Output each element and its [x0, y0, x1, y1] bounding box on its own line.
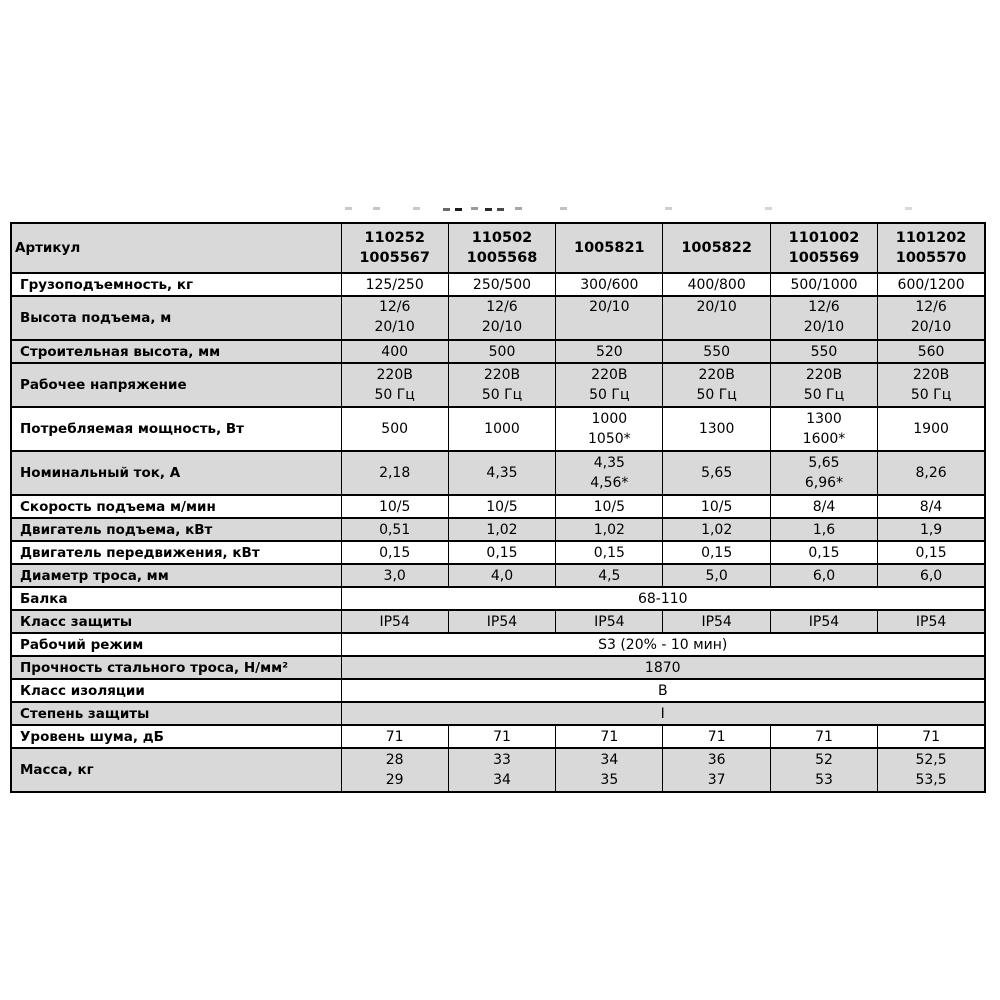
table-row [11, 564, 985, 587]
table-row [11, 679, 985, 702]
row-label: Высота подъема, м [11, 296, 341, 340]
row-label: Степень защиты [11, 702, 341, 725]
row-label: Строительная высота, мм [11, 340, 341, 363]
table-row [11, 702, 985, 725]
spec-value: 3,0 [341, 564, 448, 587]
spec-value: 220В 50 Гц [770, 363, 877, 407]
spec-value: IP54 [556, 610, 663, 633]
spec-value: IP54 [341, 610, 448, 633]
spec-value: 5,65 [663, 451, 770, 495]
spec-value-span: В [341, 679, 985, 702]
spec-value: 36 37 [663, 748, 770, 792]
spec-value: 10/5 [556, 495, 663, 518]
spec-value: 1300 [663, 407, 770, 451]
spec-value: 1,02 [556, 518, 663, 541]
spec-value: 220В 50 Гц [341, 363, 448, 407]
spec-value: 500 [448, 340, 555, 363]
spec-value: 71 [663, 725, 770, 748]
spec-value: 6,0 [770, 564, 877, 587]
spec-value: 560 [878, 340, 985, 363]
row-label: Двигатель подъема, кВт [11, 518, 341, 541]
column-header: 1005821 [556, 223, 663, 273]
row-label: Скорость подъема м/мин [11, 495, 341, 518]
table-row [11, 725, 985, 748]
spec-value: 8/4 [878, 495, 985, 518]
spec-value-span: 68-110 [341, 587, 985, 610]
spec-value: 2,18 [341, 451, 448, 495]
spec-value: IP54 [448, 610, 555, 633]
clipped-text-artifact [345, 205, 965, 213]
spec-table-body [11, 273, 985, 792]
row-label: Потребляемая мощность, Вт [11, 407, 341, 451]
row-label: Диаметр троса, мм [11, 564, 341, 587]
row-label: Двигатель передвижения, кВт [11, 541, 341, 564]
spec-value: 5,0 [663, 564, 770, 587]
corner-header-artikul: Артикул [11, 223, 341, 273]
spec-table [10, 222, 986, 793]
spec-value: 300/600 [556, 273, 663, 296]
spec-value: 1000 1050* [556, 407, 663, 451]
spec-value: 1,02 [448, 518, 555, 541]
spec-value: 71 [878, 725, 985, 748]
spec-value: 1,6 [770, 518, 877, 541]
spec-value: 10/5 [663, 495, 770, 518]
spec-value: 20/10 [556, 296, 663, 340]
column-header: 110502 1005568 [448, 223, 555, 273]
spec-value: 12/6 20/10 [448, 296, 555, 340]
spec-value: 220В 50 Гц [448, 363, 555, 407]
column-header: 1101002 1005569 [770, 223, 877, 273]
spec-value: 8,26 [878, 451, 985, 495]
table-row [11, 340, 985, 363]
spec-value: 1300 1600* [770, 407, 877, 451]
table-row [11, 633, 985, 656]
row-label: Грузоподъемность, кг [11, 273, 341, 296]
table-row [11, 495, 985, 518]
column-header: 1005822 [663, 223, 770, 273]
table-row [11, 656, 985, 679]
spec-value: 1,9 [878, 518, 985, 541]
table-row [11, 541, 985, 564]
spec-value: 0,15 [556, 541, 663, 564]
spec-value: 4,35 [448, 451, 555, 495]
table-row [11, 273, 985, 296]
spec-value: 4,0 [448, 564, 555, 587]
row-label: Масса, кг [11, 748, 341, 792]
row-label: Прочность стального троса, Н/мм² [11, 656, 341, 679]
spec-value: IP54 [878, 610, 985, 633]
spec-value-span: S3 (20% - 10 мин) [341, 633, 985, 656]
table-row [11, 518, 985, 541]
spec-value: 52,5 53,5 [878, 748, 985, 792]
spec-value: 28 29 [341, 748, 448, 792]
spec-value: 0,51 [341, 518, 448, 541]
spec-value-span: I [341, 702, 985, 725]
spec-value: 12/6 20/10 [341, 296, 448, 340]
table-row [11, 587, 985, 610]
spec-value: 400 [341, 340, 448, 363]
spec-value: 71 [448, 725, 555, 748]
spec-value: IP54 [770, 610, 877, 633]
row-label: Рабочее напряжение [11, 363, 341, 407]
spec-value: IP54 [663, 610, 770, 633]
spec-value: 1000 [448, 407, 555, 451]
row-label: Рабочий режим [11, 633, 341, 656]
spec-value: 10/5 [448, 495, 555, 518]
table-row [11, 451, 985, 495]
spec-value: 0,15 [878, 541, 985, 564]
table-row [11, 748, 985, 792]
table-row [11, 407, 985, 451]
spec-value: 10/5 [341, 495, 448, 518]
spec-value: 0,15 [448, 541, 555, 564]
spec-value: 5,65 6,96* [770, 451, 877, 495]
spec-value: 0,15 [341, 541, 448, 564]
row-label: Номинальный ток, А [11, 451, 341, 495]
spec-value: 4,5 [556, 564, 663, 587]
spec-value: 220В 50 Гц [556, 363, 663, 407]
spec-value: 520 [556, 340, 663, 363]
spec-value: 20/10 [663, 296, 770, 340]
spec-value: 0,15 [663, 541, 770, 564]
spec-value: 1,02 [663, 518, 770, 541]
spec-value: 8/4 [770, 495, 877, 518]
spec-value: 600/1200 [878, 273, 985, 296]
table-row [11, 610, 985, 633]
spec-value: 1900 [878, 407, 985, 451]
row-label: Класс изоляции [11, 679, 341, 702]
spec-value: 125/250 [341, 273, 448, 296]
row-label: Балка [11, 587, 341, 610]
spec-value: 500 [341, 407, 448, 451]
column-header: 1101202 1005570 [878, 223, 985, 273]
spec-value: 550 [770, 340, 877, 363]
spec-value: 250/500 [448, 273, 555, 296]
spec-value: 34 35 [556, 748, 663, 792]
spec-value: 4,35 4,56* [556, 451, 663, 495]
spec-value: 12/6 20/10 [770, 296, 877, 340]
spec-value: 220В 50 Гц [878, 363, 985, 407]
spec-value-span: 1870 [341, 656, 985, 679]
column-header: 110252 1005567 [341, 223, 448, 273]
spec-value: 71 [341, 725, 448, 748]
row-label: Класс защиты [11, 610, 341, 633]
spec-value: 12/6 20/10 [878, 296, 985, 340]
spec-value: 400/800 [663, 273, 770, 296]
spec-value: 6,0 [878, 564, 985, 587]
spec-value: 0,15 [770, 541, 877, 564]
table-row [11, 296, 985, 340]
spec-value: 71 [556, 725, 663, 748]
spec-value: 71 [770, 725, 877, 748]
spec-value: 33 34 [448, 748, 555, 792]
spec-value: 550 [663, 340, 770, 363]
spec-value: 500/1000 [770, 273, 877, 296]
row-label: Уровень шума, дБ [11, 725, 341, 748]
spec-value: 220В 50 Гц [663, 363, 770, 407]
table-row [11, 363, 985, 407]
spec-value: 52 53 [770, 748, 877, 792]
header-row [11, 223, 985, 273]
